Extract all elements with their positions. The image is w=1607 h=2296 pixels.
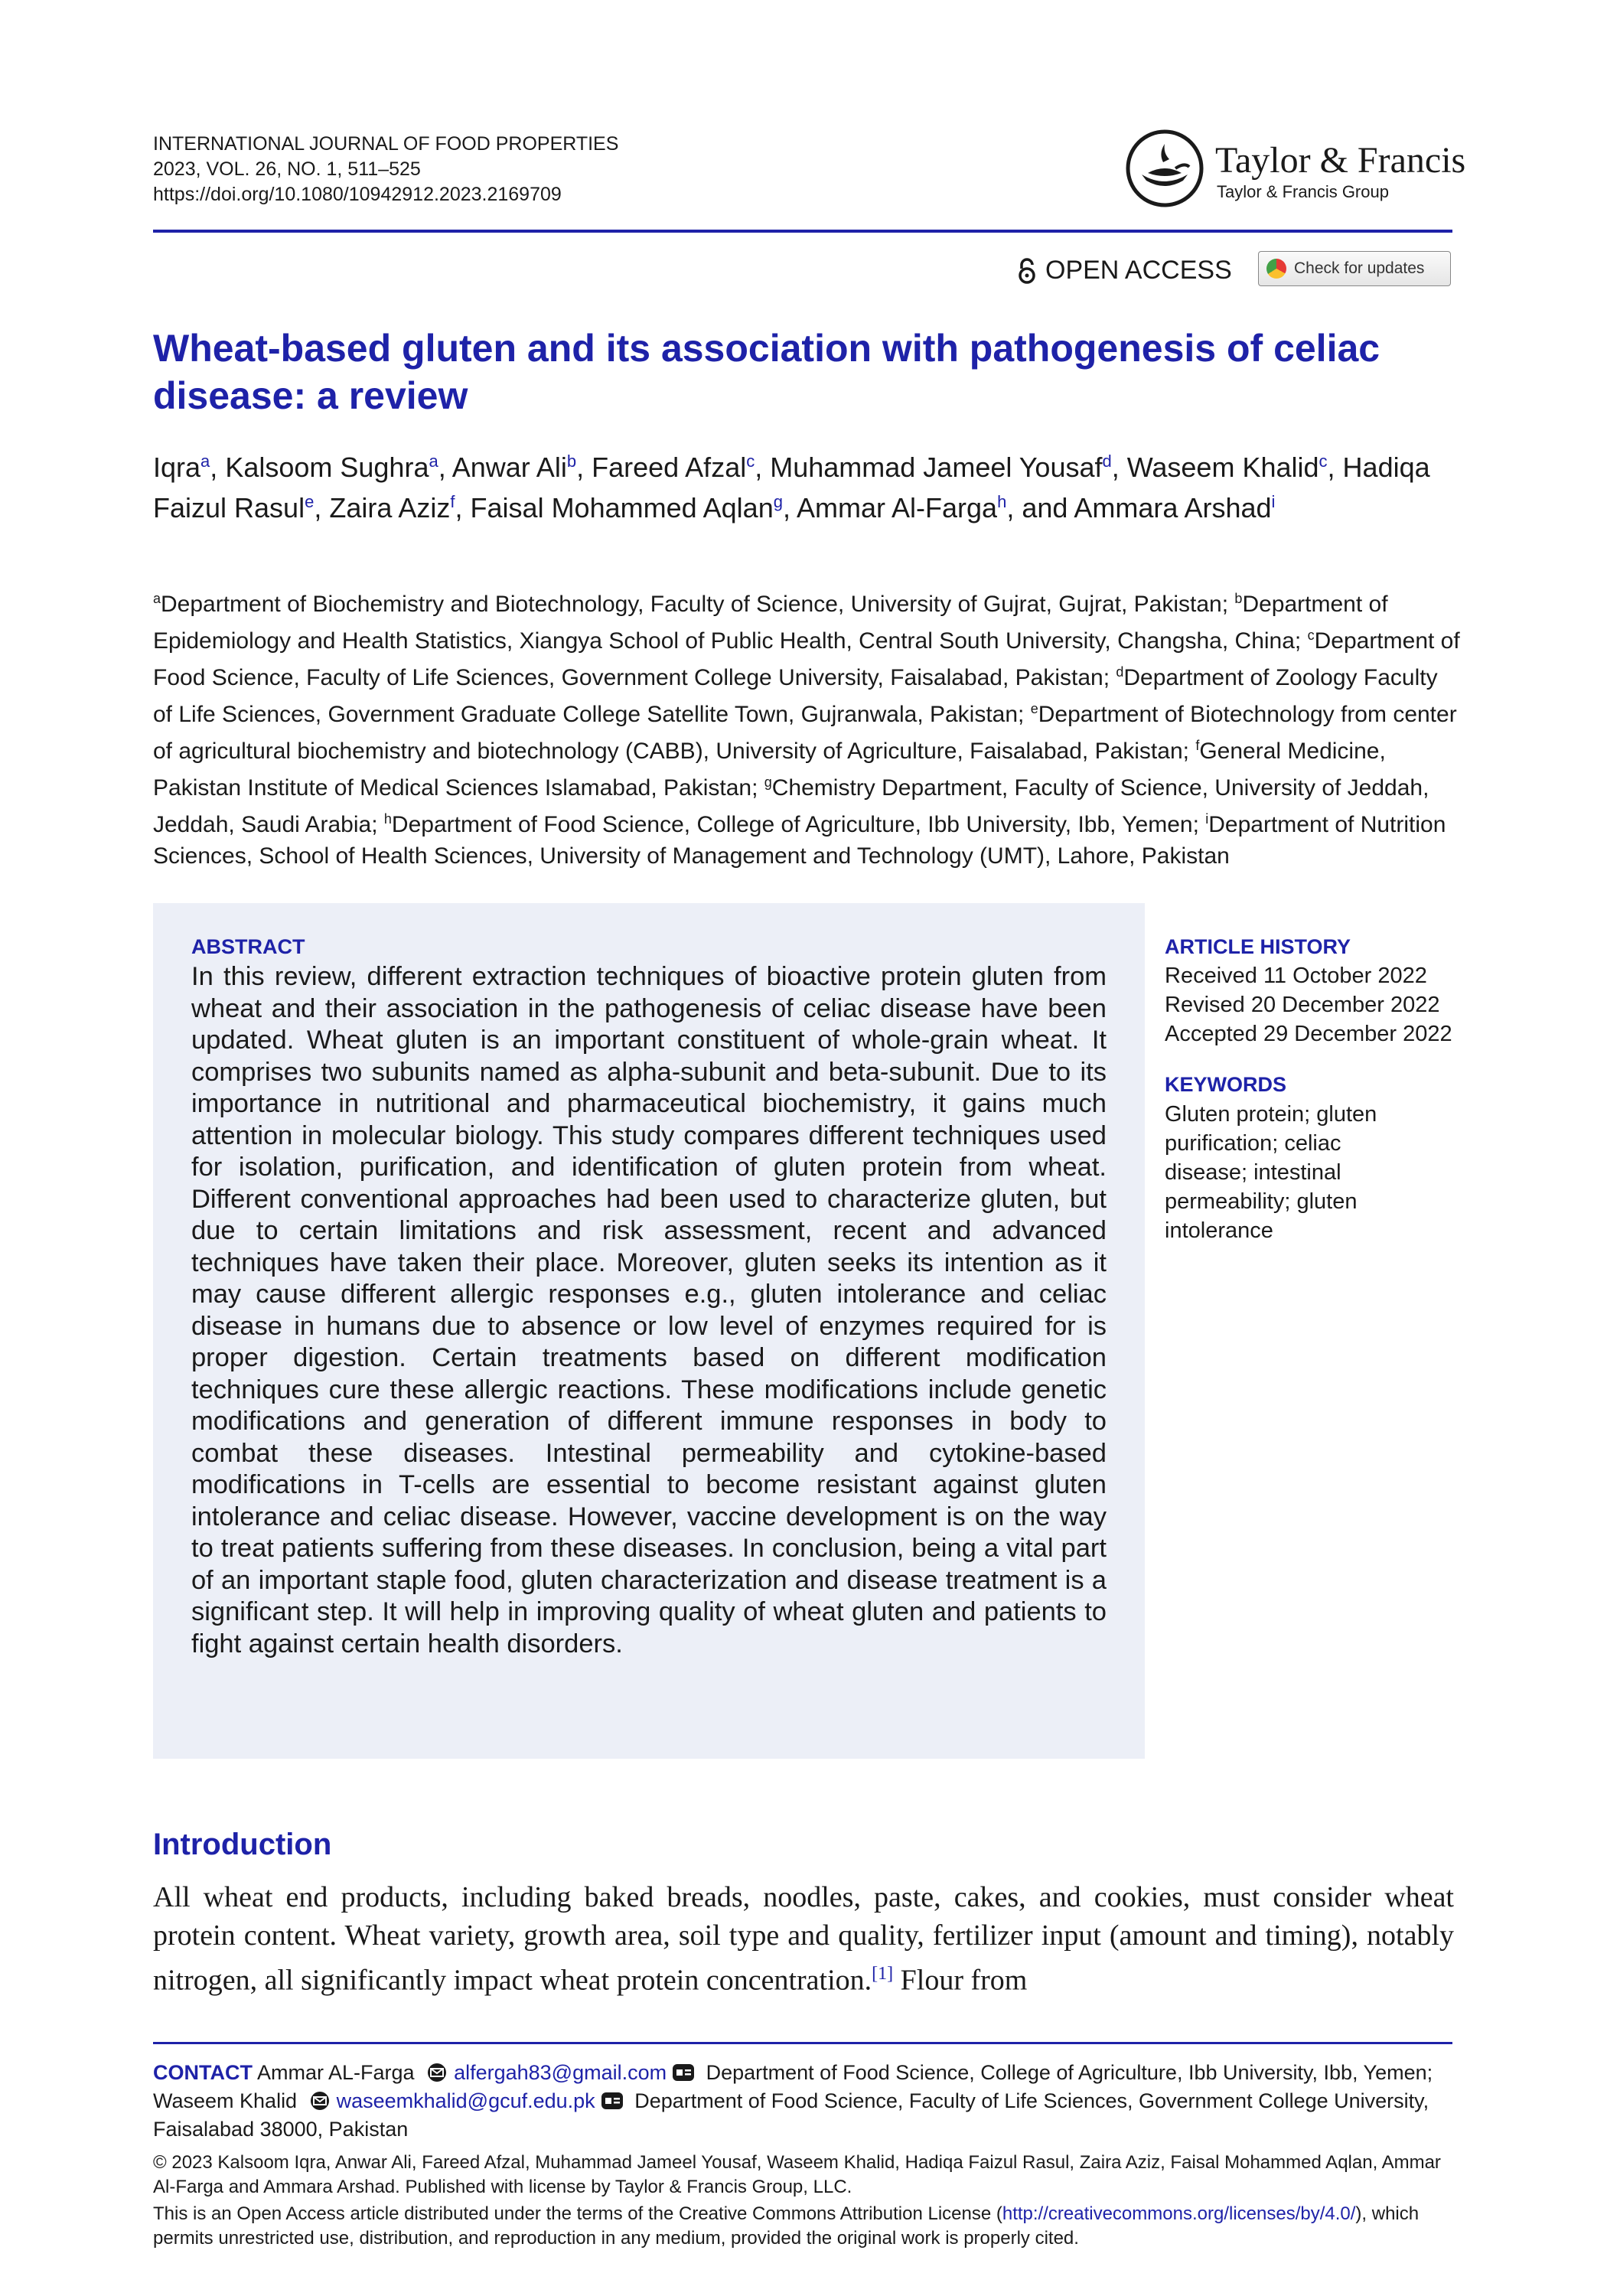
- open-access-badge: [1018, 256, 1232, 285]
- journal-doi[interactable]: https://doi.org/10.1080/10942912.2023.2169709: [153, 184, 562, 205]
- abstract-text: In this review, different extraction techniques of bioactive protein gluten from wheat and their association in the pathogenesis of celiac disease have been updated. Wheat gluten is an important constituent of whole-grain wheat. It comprises two subunits named as alpha-subunit and beta-subunit. Due to its importance in nutritional and pharmaceutical biochemistry, it gains much attention in molecular biology. This study compares different techniques used for isolation, purification, and identification of gluten protein from wheat. Different conventional approaches had been used to characterize gluten, but due to certain limitations and risk assessment, recent and advanced techniques have taken their place. Moreover, gluten seeks its intention as it may cause different allergic responses e.g., gluten intolerance and celiac disease in humans due to absence or low level of enzymes required for is proper digestion. Certain treatments based on different modification techniques cure these allergic reactions. These modifications include genetic modifications and generation of different immune responses in body to combat these diseases. Intestinal permeability and cytokine-based modifications in T-cells are essential to become resistant against gluten intolerance and celiac disease. However, vaccine development is on the way to treat patients suffering from these diseases. In conclusion, being a vital part of an important staple food, gluten characterization and disease treatment is a significant step. It will help in improving quality of wheat gluten and patients to fight against certain health disorders.: [191, 962, 1107, 1658]
- author-affiliation-mark: d: [1102, 452, 1112, 471]
- author-affiliation-mark: a: [200, 452, 210, 471]
- taylor-francis-lamp-icon: [1125, 129, 1204, 208]
- affiliation-text: General Medicine, Pakistan Institute of Medical Sciences Islamabad, Pakistan;: [153, 739, 1386, 801]
- author-separator: ,: [210, 452, 226, 483]
- copyright-notice: © 2023 Kalsoom Iqra, Anwar Ali, Fareed Afzal, Muhammad Jameel Yousaf, Waseem Khalid, Hadiqa Faizul Rasul, Zaira Aziz, Faisal Mohammed Aqlan, Ammar Al-Farga and Ammara Arshad. Published with license by Taylor & Francis Group, LLC.: [153, 2152, 1441, 2197]
- author-name[interactable]: Zaira Aziz: [329, 492, 451, 523]
- journal-volume: 2023, VOL. 26, NO. 1, 511–525: [153, 158, 421, 180]
- affiliation-text: Department of Epidemiology and Health Statistics, Xiangya School of Public Health, Central South University, Changsha, China;: [153, 592, 1388, 654]
- header-divider: [153, 230, 1452, 233]
- author-affiliation-mark: f: [450, 492, 455, 511]
- affiliation-text: Department of Nutrition Sciences, School of Health Sciences, University of Management and Technology (UMT), Lahore, Pakistan: [153, 812, 1446, 869]
- author-name[interactable]: Faisal Mohammed Aqlan: [470, 492, 774, 523]
- contact-label: CONTACT: [153, 2061, 253, 2084]
- revised-date: Revised 20 December 2022: [1165, 993, 1440, 1017]
- affiliation-mark: g: [764, 775, 772, 790]
- keywords-heading: KEYWORDS: [1165, 1073, 1287, 1096]
- keywords-text: Gluten protein; gluten purification; celiac disease; intestinal permeability; gluten intolerance: [1165, 1102, 1377, 1243]
- affiliation-mark: d: [1116, 664, 1124, 680]
- author-affiliation-mark: b: [566, 452, 577, 471]
- affiliation-text: Department of Zoology Faculty of Life Sciences, Government Graduate College Satellite Town, Gujranwala, Pakistan;: [153, 665, 1438, 727]
- introduction-heading: Introduction: [153, 1828, 332, 1861]
- affiliation-text: Department of Biotechnology from center of agricultural biochemistry and biotechnology (CABB), University of Agriculture, Faisalabad, Pakistan;: [153, 702, 1457, 764]
- author-separator: ,: [1111, 452, 1127, 483]
- publisher-group: Taylor & Francis Group: [1217, 182, 1389, 201]
- author-separator: ,: [782, 492, 797, 523]
- affiliations: [153, 583, 1462, 872]
- author-name[interactable]: Anwar Ali: [451, 452, 567, 483]
- author-list: [153, 444, 1454, 525]
- contact-email-1[interactable]: alfergah83@gmail.com: [454, 2061, 667, 2084]
- author-affiliation-mark: c: [1319, 452, 1328, 471]
- publisher-logo: [1125, 129, 1466, 213]
- author-affiliation-mark: h: [997, 492, 1007, 511]
- email-icon: [425, 2063, 449, 2082]
- affiliation-mark: f: [1195, 738, 1200, 753]
- check-updates-button[interactable]: [1258, 251, 1451, 286]
- author-affiliation-mark: i: [1271, 492, 1276, 511]
- affiliation-text: Chemistry Department, Faculty of Science, University of Jeddah, Jeddah, Saudi Arabia;: [153, 775, 1429, 837]
- author-separator: ,: [755, 452, 771, 483]
- affiliation-text: Department of Food Science, College of Agriculture, Ibb University, Ibb, Yemen;: [391, 812, 1206, 837]
- crossmark-icon: [1266, 259, 1286, 279]
- affiliation-text: Department of Food Science, Faculty of Life Sciences, Government College University, Faisalabad, Pakistan;: [153, 628, 1460, 690]
- author-name[interactable]: Ammara Arshad: [1074, 492, 1272, 523]
- accepted-date: Accepted 29 December 2022: [1165, 1022, 1452, 1046]
- contact-person-1: Ammar AL-Farga: [252, 2061, 421, 2084]
- author-name[interactable]: Iqra: [153, 452, 201, 483]
- license-link[interactable]: http://creativecommons.org/licenses/by/4.0/: [1002, 2203, 1356, 2224]
- affiliation-mark: a: [153, 591, 161, 606]
- license-text-before: This is an Open Access article distributed under the terms of the Creative Commons Attribution License (: [153, 2203, 1002, 2224]
- abstract-heading: ABSTRACT: [191, 935, 305, 958]
- author-separator: ,: [438, 452, 452, 483]
- open-lock-icon: [1018, 258, 1036, 284]
- check-updates-label: Check for updates: [1294, 259, 1425, 277]
- affiliation-mark: i: [1205, 811, 1209, 827]
- publisher-name: Taylor & Francis: [1215, 140, 1466, 181]
- open-access-label: OPEN ACCESS: [1045, 256, 1232, 285]
- footer-divider: [153, 2042, 1452, 2044]
- author-separator: ,: [455, 492, 471, 523]
- author-separator: ,: [314, 492, 330, 523]
- author-separator: ,: [1327, 452, 1343, 483]
- introduction-text: [153, 1878, 1454, 2000]
- contact-address-1: Department of Food Science, College of Agriculture, Ibb University, Ibb, Yemen; Waseem Khalid: [153, 2061, 1433, 2112]
- intro-text-before: All wheat end products, including baked breads, noodles, paste, cakes, and cookies, must consider wheat protein content. Wheat variety, growth area, soil type and quality, fertilizer input (amount and timing), notably nitrogen, all significantly impact wheat protein concentration.: [153, 1881, 1454, 1997]
- contact-address-2: Department of Food Science, Faculty of Life Sciences, Government College University, Faisalabad 38000, Pakistan: [153, 2089, 1429, 2141]
- article-title: Wheat-based gluten and its association with pathogenesis of celiac disease: a review: [153, 327, 1380, 417]
- address-card-icon: [671, 2063, 696, 2082]
- received-date: Received 11 October 2022: [1165, 964, 1427, 988]
- author-name[interactable]: Fareed Afzal: [592, 452, 747, 483]
- email-icon: [308, 2091, 332, 2111]
- affiliation-mark: b: [1234, 591, 1243, 606]
- author-name[interactable]: Hadiqa Faizul Rasul: [153, 452, 1430, 523]
- affiliation-text: Department of Biochemistry and Biotechnology, Faculty of Science, University of Gujrat, Gujrat, Pakistan;: [161, 592, 1235, 617]
- intro-text-after: Flour from: [893, 1964, 1028, 1997]
- affiliation-mark: h: [383, 811, 392, 827]
- author-affiliation-mark: g: [773, 492, 783, 511]
- license-text-after: ), which permits unrestricted use, distribution, and reproduction in any medium, provided the original work is properly cited.: [153, 2203, 1420, 2249]
- journal-meta: [153, 132, 618, 207]
- author-affiliation-mark: a: [429, 452, 438, 471]
- contact-email-2[interactable]: waseemkhalid@gcuf.edu.pk: [336, 2089, 595, 2112]
- author-name[interactable]: Kalsoom Sughra: [225, 452, 429, 483]
- author-name[interactable]: Muhammad Jameel Yousaf: [770, 452, 1103, 483]
- author-separator: ,: [576, 452, 592, 483]
- citation-link[interactable]: [1]: [872, 1964, 894, 1984]
- author-name[interactable]: Ammar Al-Farga: [797, 492, 998, 523]
- affiliation-mark: e: [1030, 701, 1038, 716]
- author-affiliation-mark: e: [305, 492, 315, 511]
- journal-name: INTERNATIONAL JOURNAL OF FOOD PROPERTIES: [153, 133, 619, 155]
- author-affiliation-mark: c: [746, 452, 755, 471]
- license-notice: [153, 2202, 1462, 2251]
- author-name[interactable]: Waseem Khalid: [1126, 452, 1319, 483]
- article-history: [1165, 961, 1452, 1049]
- affiliation-mark: c: [1307, 628, 1315, 643]
- contact-block: [153, 2059, 1462, 2144]
- article-history-heading: ARTICLE HISTORY: [1165, 935, 1351, 958]
- author-separator: , and: [1006, 492, 1074, 523]
- address-card-icon: [600, 2091, 624, 2111]
